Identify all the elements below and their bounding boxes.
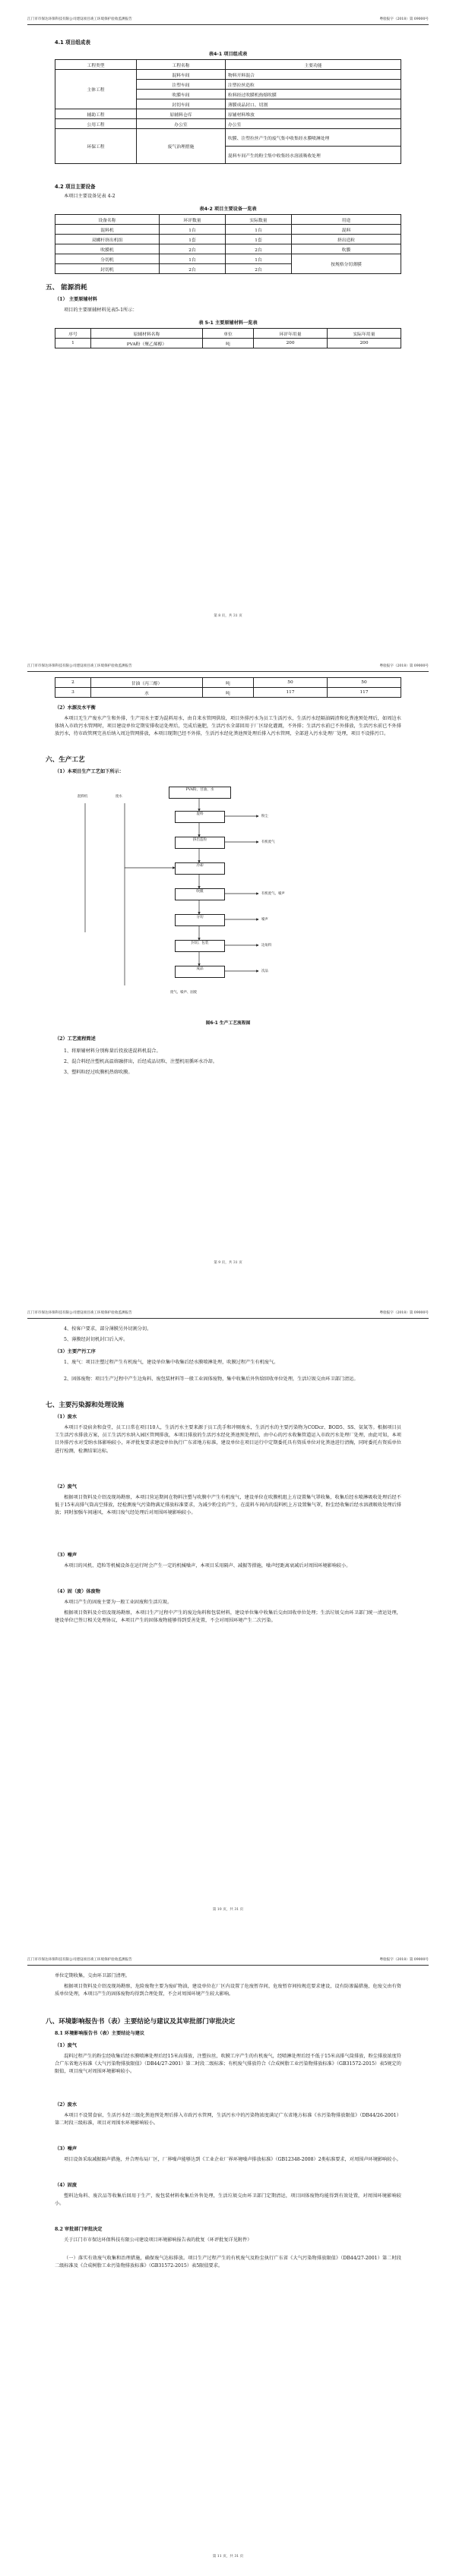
materials-table — [55, 328, 401, 348]
table-row: 3 水 吨 117 117 — [55, 688, 401, 698]
page-header — [27, 1957, 429, 1966]
page-header — [27, 17, 429, 25]
section-5-1-text: 项目的主要原辅材料见表5-1所示： — [64, 307, 138, 313]
section-8-heading: 八、环境影响报告书（表）主要结论与建议及其审批部门审批决定 — [46, 2018, 236, 2026]
section-5-2-heading: （2）水源及水平衡 — [55, 705, 96, 711]
section-7-1-text: 本项目不设宿舍和食堂，员工日常在项目10人，生活污水主要来源于员工洗手和冲厕废水，生活污水的主要污染物为CODcr、BOD5、SS、氨氮等。根据项目员工生活污水排放方案，员工生活污水纳入园区管网排放，本项目排放的生活污水经化粪池预处理后，由中心的污水收集管道运入市政污水处理厂处理，由此可知，本项目外排污水对受纳水体影响较小，环评批复要求建设单位执行广东省地方标准，建设单位在项目运行中定期委托具有资质单位对化粪池进行清掏，同时委托有资质单位进行检测，检测结果达标。 — [55, 1425, 401, 1454]
process-step: 2、混合料经注塑机高温熔融挤出，后经成品切粒，注塑机用循环水冷却。 — [64, 1059, 217, 1064]
table-row: 辅助工程 原辅料仓库 原辅材料堆放 — [55, 109, 401, 119]
report-page-1 — [0, 0, 456, 635]
process-step: 1、将原辅材料分别称量后投放进混料机混合。 — [64, 1048, 161, 1054]
section-8-1-2-text: 本项目不设置食宿，生活污水经三级化粪池预处理后排入市政污水管网，生活污水中的污染物浓度满足广东省地方标准《水污染物排放限值》（DB44/26-2001）第二时段三级标准，项目对周围水环境影响较小。 — [55, 2113, 401, 2127]
section-6-3-text-2: 2、固体废物：项目生产过程中产生边角料、废包装材料等一般工业固体废物，集中收集后外售给回收单位处理，生活垃圾交由环卫部门清运。 — [64, 1376, 359, 1382]
header-left: 江门市市保达环保科技有限公司建设项目竣工环境保护验收监测报告 — [27, 1958, 132, 1962]
flow-box-product: 成品 — [175, 966, 225, 978]
section-7-4-text: 本项目产生的固废主要为一般工业固废和生活垃圾。 — [64, 1600, 173, 1605]
table-row: 主体工程 混料车间 物料开料混合 — [55, 70, 401, 80]
section-6-3-heading: （3）主要产污工序 — [55, 1349, 96, 1354]
section-8-1-4-text: 塑料边角料、废次品等收集后回用于生产，废包装材料收集后外售处理，生活垃圾交由环卫部门定期清运，项目固体废物均能得到有效处置，对周围环境影响较小。 — [55, 2193, 401, 2207]
section-8-1-3-text: 项目设备采取减振隔声措施，并合理布局厂区，厂界噪声能够达到《工业企业厂界环境噪声排放标准》（GB12348-2008）2类标准要求，对周围声环境影响较小。 — [64, 2157, 401, 2162]
page-footer: 第 9 页，共 31 页 — [214, 1261, 242, 1265]
page-header — [27, 1310, 429, 1319]
section-8-1-heading: 8.1 环境影响报告书（表）主要结论与建议 — [55, 2031, 145, 2036]
flow-box-mixing: 混料 — [175, 811, 225, 823]
equipment-table — [55, 214, 401, 274]
flow-label-organic-gas: 有机废气 — [261, 840, 275, 844]
page-header — [27, 664, 429, 672]
section-6-1-heading: （1）本项目生产工艺如下所示： — [55, 769, 124, 774]
section-8-1-1-text: 混料过程产生的粉尘经收集后经水膜喷淋处理后经15米高排放，注塑拉丝，吹膜工序产生的有机废气，经喷淋处理后经不低于15米高排气筒排放，粉尘排放浓度符合广东省地方标准《大气污染物排放限值》（DB44/27-2001）第二时段二级标准；有机废气排放符合《合成树脂工业污染物排放标准》（GB31572-2015）表5规定的限值，项目废气对周围环境影响较小。 — [55, 2054, 401, 2075]
report-page-3 — [0, 1294, 456, 1928]
section-8-1-2-heading: （2）废水 — [55, 2102, 78, 2108]
section-7-3-heading: （3）噪声 — [55, 1553, 78, 1558]
section-4-1-heading: 4.1 项目组成表 — [55, 39, 90, 46]
header-right: 粤验报字（2018）第 09000号 — [379, 664, 429, 668]
table-row: 2 甘油（丙三醇） 吨 50 50 — [55, 678, 401, 688]
header-right: 粤验报字（2018）第 09000号 — [379, 17, 429, 21]
table-4-1-caption: 表4-1 项目组成表 — [208, 52, 248, 57]
section-8-2-text: 关于江门市市保达环保科技有限公司建设项目环境影响报告表的批复（环评批复详见附件） — [64, 2237, 252, 2243]
page-footer: 第 11 页，共 31 页 — [212, 2555, 244, 2559]
project-composition-table — [55, 59, 401, 164]
section-5-2-text: 本项目无生产废水产生和外排，生产用水主要为混料用水，由自来水管网供给，项目外排污水为员工生活污水，生活污水经隔油隔渣和化粪池预处理后，如周边水体纳入市政污水管网时，项目建设单位定期安排收运处理后，完成后施肥，生活污水全部回用于厂区绿化灌溉，不外排；生活污水前已不外排放，生活污水前已不外排放污水，待市政管网完善后纳入周边管网排放，本项目现期已经不外排，生活污水经化粪池预处理后排入污水管网，全部进入污水处理厂处理，项目不设排污口。 — [55, 716, 401, 737]
continued-text: 单位定期收集，交由环卫部门清理。 — [55, 1973, 130, 1979]
table-row: 1 PVA粉（聚乙烯醇） 吨 200 200 — [55, 339, 401, 348]
section-7-4-text-2: 根据项目资料及介绍及现场勘察，本项目生产过程中产生的废边角料和包装材料，建设单位集中收集后交由回收单位处理；生活垃圾交由环卫部门统一清运处理，建设单位已签订相关处理协议，本项目产生的固体废物能够得到妥善处置，不会对周围环境产生二次污染。 — [55, 1610, 401, 1624]
table-header-row: 工程类型 工程名称 主要功能 — [55, 60, 401, 70]
section-7-3-text: 本项目的风机、造粒等机械设备在运行时会产生一定的机械噪声，本项目采用隔声、减振等措施，噪声经距离衰减后对周围环境影响较小。 — [64, 1563, 351, 1569]
flow-label-offcuts: 边角料 — [261, 944, 272, 947]
table-row: 分切机 1台 1台 按规格分切薄膜 — [55, 254, 401, 264]
flow-box-sealing-packing: 封切、包装 — [175, 940, 225, 952]
flow-label-defects: 次品 — [261, 970, 268, 973]
section-6-heading: 六、生产工艺 — [46, 756, 85, 764]
flow-label-mixer: 混料机 — [78, 795, 88, 799]
section-5-heading: 五、 能源消耗 — [46, 284, 87, 292]
flow-label-dust: 粉尘 — [261, 815, 268, 818]
page-footer: 第 8 页，共 31 页 — [214, 614, 242, 618]
flow-box-slitting: 分切 — [175, 914, 225, 926]
flow-label-wastewater: 废水 — [116, 795, 122, 799]
process-step: 3、塑料粒经过吹膜机热熔吹膜。 — [64, 1070, 133, 1075]
flow-box-blowing: 吹膜 — [175, 888, 225, 900]
table-row: 吹膜车间 粒料经过吹膜机热熔吹膜 — [55, 90, 401, 99]
process-step: 4、按客户要求，部分薄膜另外切割分切。 — [64, 1326, 152, 1332]
header-left: 江门市市保达环保科技有限公司建设项目竣工环境保护验收监测报告 — [27, 664, 132, 668]
table-row: 吹膜机 2台 2台 吹膜 — [55, 244, 401, 254]
table-row: 公用工程 办公室 办公室 — [55, 119, 401, 129]
section-5-1-heading: （1） 主要原辅材料 — [55, 297, 97, 302]
section-8-1-1-heading: （1）废气 — [55, 2043, 78, 2048]
section-8-2-text-2: （一）落实有效废气收集和治理措施，确保废气达标排放。项目生产过程产生的有机废气及粉尘执行广东省《大气污染物排放限值》（DB44/27-2001）第二时段二级标准及《合成树脂工业污染物排放标准》（GB31572-2015）表5限值要求。 — [55, 2256, 401, 2269]
section-8-1-3-heading: （3）噪声 — [55, 2146, 78, 2152]
section-7-1-heading: （1）废水 — [55, 1414, 78, 1420]
table-header-row: 序号 原辅材料名称 单位 环评年用量 实际年用量 — [55, 329, 401, 339]
section-7-2-text: 根据项目资料及介绍及现场勘察，本项目营运期间在物料注塑与吹膜中产生有机废气，建设单位在吹膜机组上方设置集气罩收集，收集后经水喷淋吸收处理后经不低于15米高排气筒高空排放，经检测废气污染物满足排放标准要求，为减少粉尘的产生，在混料车间内的混料机上方设置集气罩，粉尘经收集后经水溶液吸收处理后排放；同时加强车间通风，本项目废气经处理后对周围环境影响较小。 — [55, 1495, 401, 1516]
table-row: 封切车间 薄膜成品封口、切割 — [55, 99, 401, 109]
section-7-heading: 七、主要污染源和处理设施 — [46, 1402, 125, 1409]
table-row: 混料机 1台 1台 混料 — [55, 225, 401, 235]
materials-table-continued — [55, 677, 401, 698]
process-step: 5、薄膜经封切机封口后入库。 — [64, 1337, 128, 1342]
section-6-3-text-1: 1、废气：项目注塑过程产生有机废气，建设单位集中收集后经水膜喷淋处理，吹膜过程产生有机废气。 — [64, 1360, 279, 1365]
table-4-2-caption: 表4-2 项目主要设备一览表 — [199, 207, 257, 212]
table-row: 环保工程 废气治理措施 吹膜、注塑拉丝产生的废气集中收集经水膜喷淋处理 — [55, 129, 401, 147]
table-row: 封切机 2台 2台 — [55, 264, 401, 274]
header-right: 粤验报字（2018）第 09000号 — [379, 1311, 429, 1315]
report-page-2 — [0, 647, 456, 1282]
table-row: 混料车间产生的粉尘集中收集经水溶液吸收处理 — [55, 147, 401, 164]
table-row: 注塑车间 注塑拉丝造粒 — [55, 80, 401, 90]
table-header-row: 设备名称 环评数量 实际数量 用途 — [55, 215, 401, 225]
section-7-4-heading: （4）固（废）体废物 — [55, 1589, 100, 1594]
flow-box-cooling: 冷却 — [175, 862, 225, 875]
section-7-2-heading: （2）废气 — [55, 1484, 78, 1490]
page-footer: 第 10 页，共 31 页 — [212, 1908, 244, 1912]
flow-legend: 废气、噪声、固废 — [170, 991, 198, 995]
section-4-2-text: 本项目主要设备见表 4-2 — [64, 194, 116, 199]
flow-box-raw-materials: PVA粉、甘油、水 — [169, 787, 231, 799]
section-8-2-heading: 8.2 审批部门审批决定 — [55, 2227, 103, 2232]
flow-label-noise: 噪声 — [261, 918, 268, 922]
section-6-2-heading: （2）工艺流程简述 — [55, 1036, 96, 1042]
flow-box-extrusion: 挤出造粒 — [175, 837, 225, 849]
section-8-1-4-heading: （4）固废 — [55, 2183, 78, 2188]
table-row: 双螺杆挤出机组 1套 1套 挤出造粒 — [55, 235, 401, 244]
header-left: 江门市市保达环保科技有限公司建设项目竣工环境保护验收监测报告 — [27, 17, 132, 21]
header-left: 江门市市保达环保科技有限公司建设项目竣工环境保护验收监测报告 — [27, 1311, 132, 1315]
continued-text-2: 根据项目资料及介绍及现场勘察，危险废物主要为废矿物油，建设单位在厂区内设置了危废暂存间，危废暂存间按规范要求建设，设有防渗漏措施，危废交由有资质单位处理，本项目产生的固体废物均得到合理处置，不会对周围环境产生较大影响。 — [55, 1984, 401, 1997]
flow-caption: 图6-1 生产工艺流程图 — [205, 1021, 251, 1026]
report-page-4 — [0, 1941, 456, 2575]
flow-connectors — [55, 780, 401, 1008]
process-flow-diagram — [55, 780, 401, 1008]
flow-label-gas-noise: 有机废气、噪声 — [261, 892, 285, 896]
section-4-2-heading: 4.2 项目主要设备 — [55, 184, 96, 190]
table-5-1-caption: 表 5-1 主要原辅材料一览表 — [198, 320, 258, 326]
header-right: 粤验报字（2018）第 09000号 — [379, 1958, 429, 1962]
